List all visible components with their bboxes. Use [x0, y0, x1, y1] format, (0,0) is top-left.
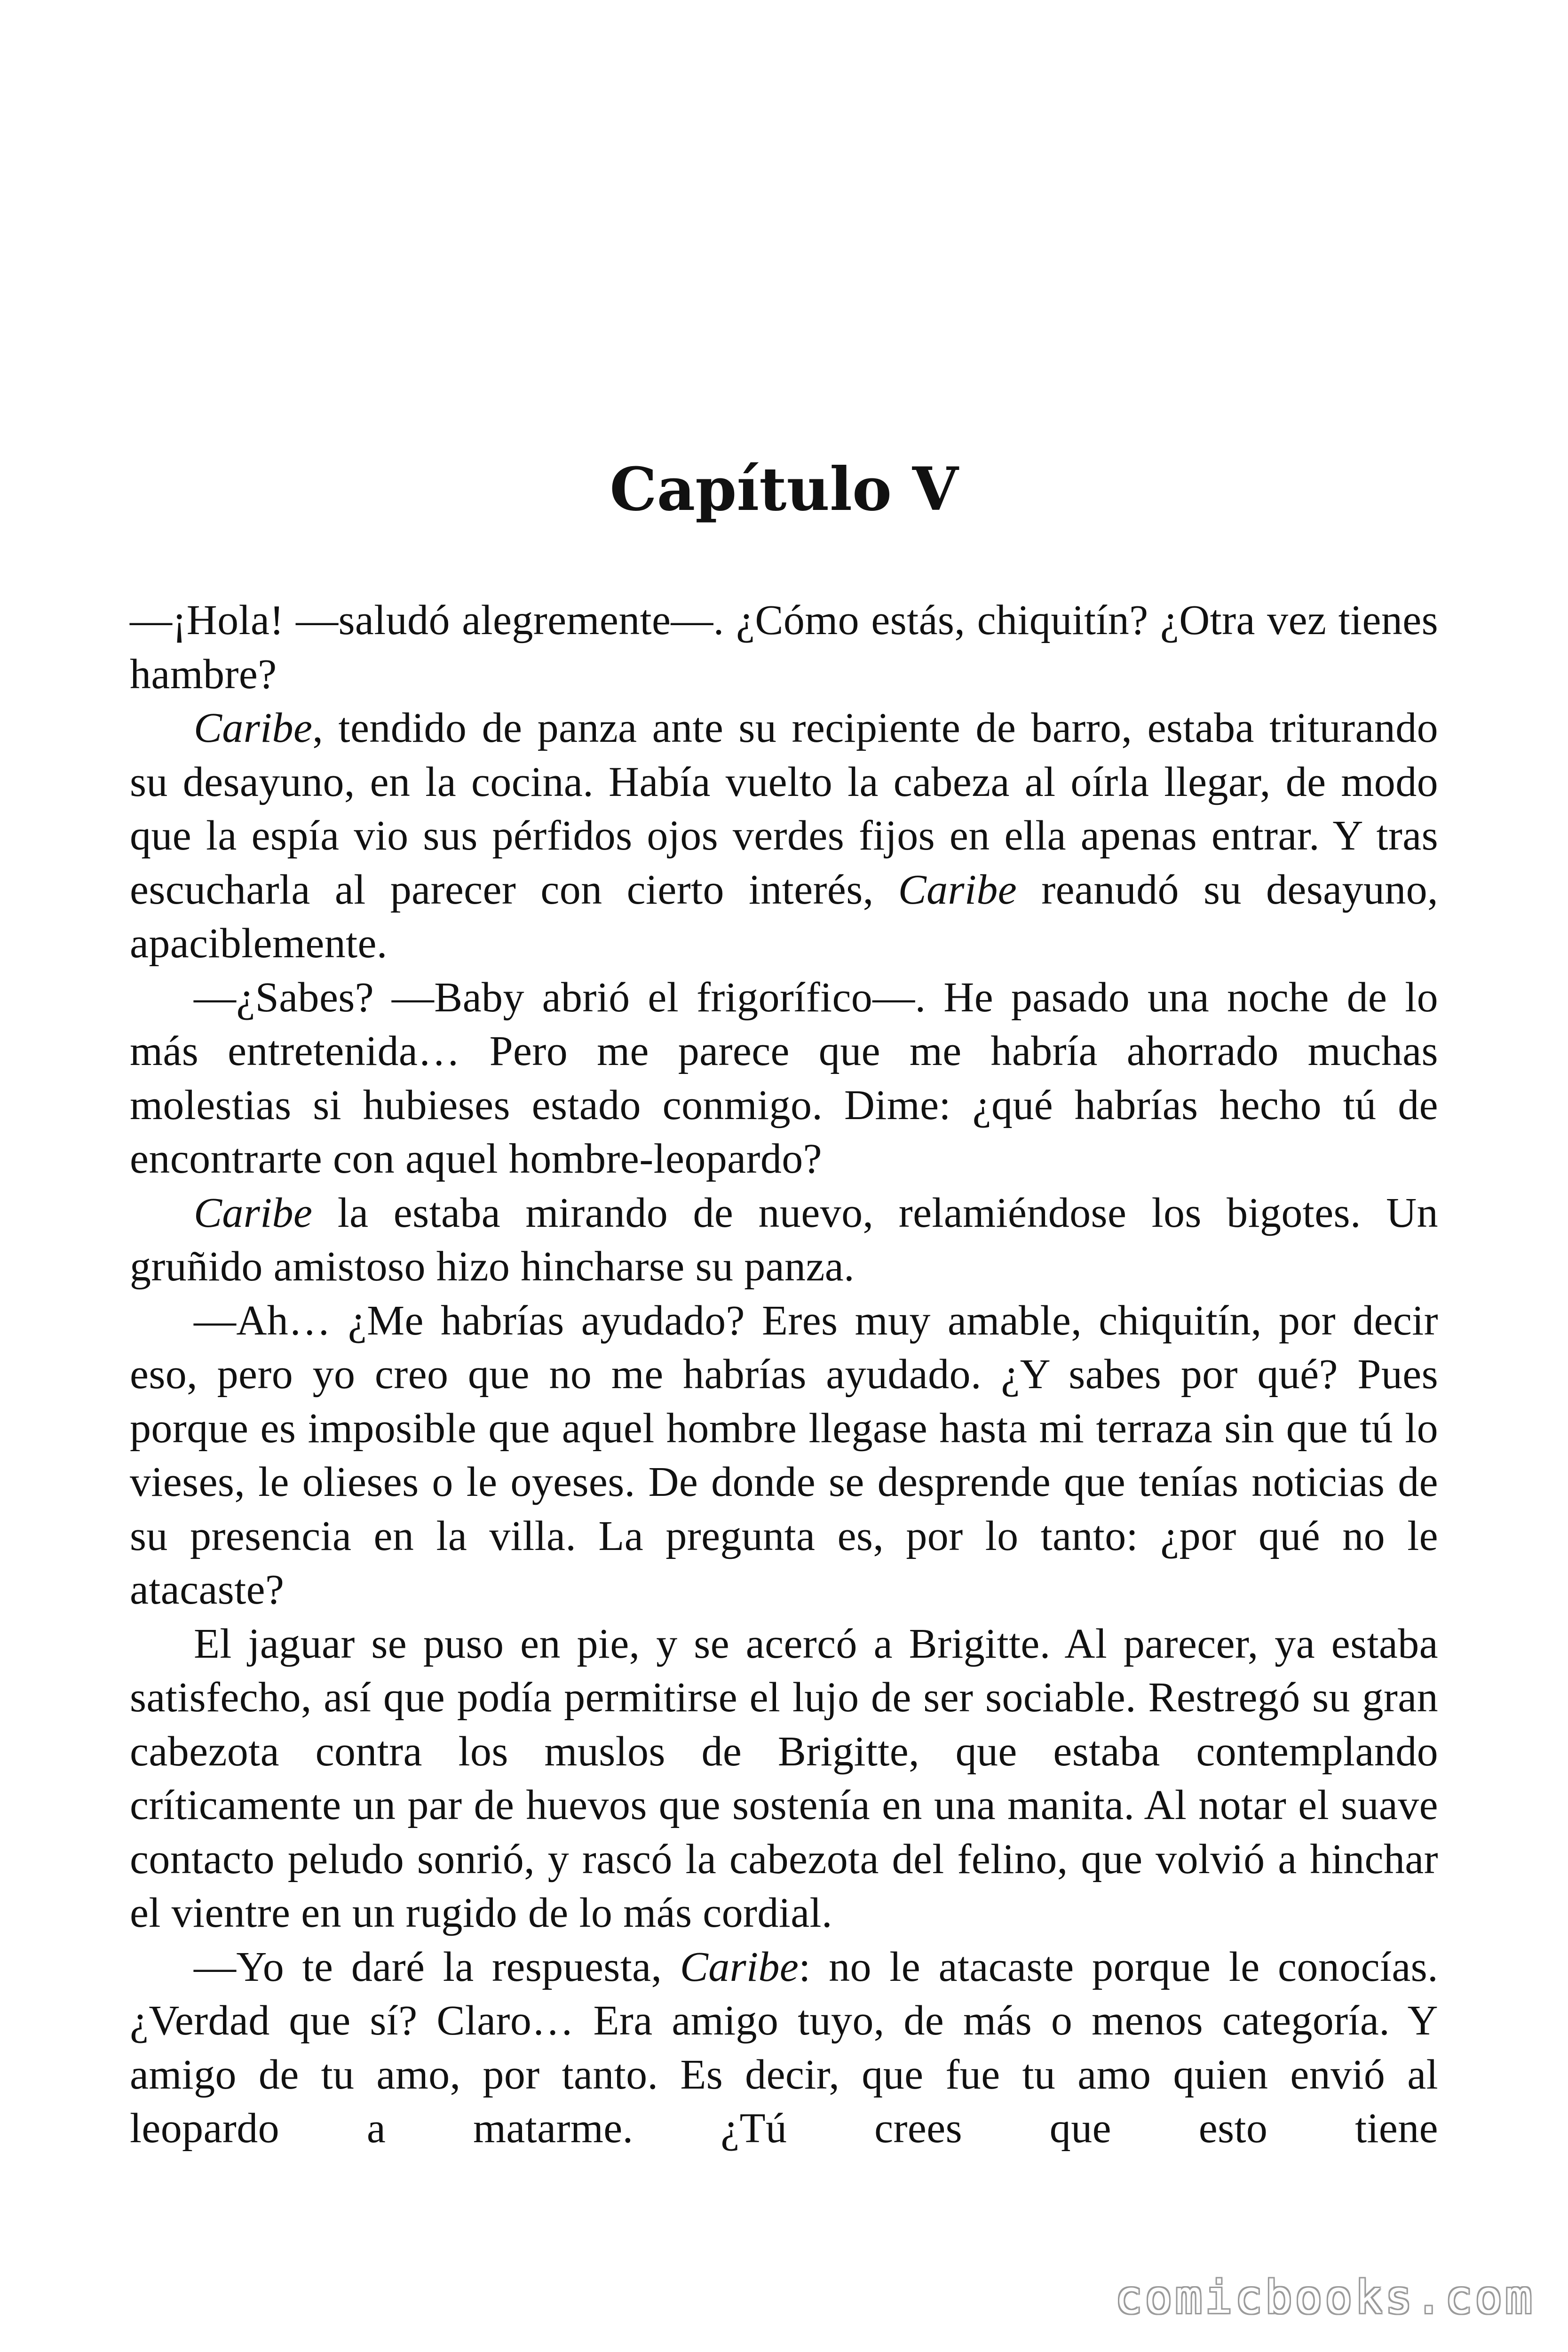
- text-run: , tendido de panza ante su recipiente de barro, estaba triturando su desayuno, en la cocina. Había vuelto la cabeza al oírla llegar, de modo que la espía vio sus pérfidos ojos verdes fijos en ella apenas entrar. Y tras escucharla al parecer con cierto interés,: [130, 705, 1438, 913]
- paragraph: [130, 1940, 1438, 2156]
- text-run: reanudó su desayuno, apaciblemente.: [130, 866, 1438, 967]
- italic-name: Caribe: [898, 866, 1017, 913]
- text-run: : no le atacaste porque le conocías. ¿Verdad que sí? Claro… Era amigo tuyo, de más o menos categoría. Y amigo de tu amo, por tanto. Es decir, que fue tu amo quien envió al leopardo a matarme. ¿Tú crees que esto tiene: [130, 1943, 1438, 2152]
- paragraph: [130, 594, 1438, 701]
- text-run: la estaba mirando de nuevo, relamiéndose los bigotes. Un gruñido amistoso hizo hincharse su panza.: [130, 1189, 1438, 1290]
- watermark: comicbooks.com: [1115, 2271, 1535, 2324]
- paragraph: [130, 971, 1438, 1186]
- italic-name: Caribe: [680, 1943, 799, 1990]
- text-run: —Ah… ¿Me habrías ayudado? Eres muy amable, chiquitín, por decir eso, pero yo creo que no me habrías ayudado. ¿Y sabes por qué? Pues porque es imposible que aquel hombre llegase hasta mi terraza sin que tú lo vieses, le olieses o le oyeses. De donde se desprende que tenías noticias de su presencia en la villa. La pregunta es, por lo tanto: ¿por qué no le atacaste?: [130, 1297, 1438, 1613]
- text-run: —Yo te daré la respuesta,: [194, 1943, 680, 1990]
- chapter-body: [130, 594, 1438, 2156]
- paragraph: [130, 1294, 1438, 1617]
- italic-name: Caribe: [194, 705, 313, 751]
- italic-name: Caribe: [194, 1189, 313, 1236]
- text-run: El jaguar se puso en pie, y se acercó a Brigitte. Al parecer, ya estaba satisfecho, así que podía permitirse el lujo de ser sociable. Restregó su gran cabezota contra los muslos de Brigitte, que estaba contemplando críticamente un par de huevos que sostenía en una manita. Al notar el suave contacto peludo sonrió, y rascó la cabezota del felino, que volvió a hinchar el vientre en un rugido de lo más cordial.: [130, 1620, 1438, 1936]
- paragraph: [130, 1186, 1438, 1294]
- paragraph: [130, 701, 1438, 971]
- chapter-title: Capítulo V: [610, 454, 958, 524]
- paragraph: [130, 1617, 1438, 1940]
- text-run: —¡Hola! —saludó alegremente—. ¿Cómo estás, chiquitín? ¿Otra vez tienes hambre?: [130, 597, 1438, 698]
- text-run: —¿Sabes? —Baby abrió el frigorífico—. He pasado una noche de lo más entretenida… Pero me parece que me habría ahorrado muchas molestias si hubieses estado conmigo. Dime: ¿qué habrías hecho tú de encontrarte con aquel hombre-leopardo?: [130, 974, 1438, 1182]
